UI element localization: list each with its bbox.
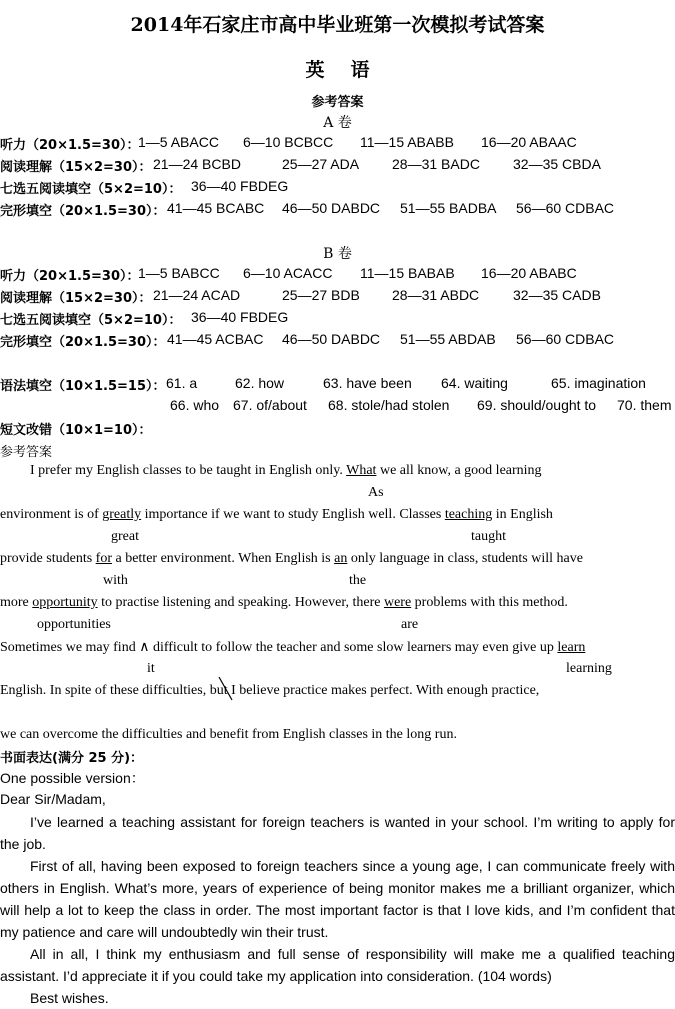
- delete-mark-icon: [216, 674, 236, 704]
- error-word: for: [95, 551, 112, 566]
- vol-b-reading-row: [0, 287, 601, 306]
- row-label: 阅读理解（15×2=30）：: [0, 291, 152, 306]
- text: we all know, a good learning: [376, 463, 542, 478]
- answer-group: 36—40 FBDEG: [191, 178, 289, 194]
- answer-group: 1—5 BABCC: [138, 265, 220, 281]
- answer-item: 64. waiting: [441, 375, 508, 391]
- text: problems with this method.: [411, 595, 568, 610]
- error-word: opportunity: [32, 595, 98, 610]
- answer-group: 32—35 CBDA: [513, 156, 601, 172]
- letter-paragraph-3: All in all, I think my enthusiasm and full sense of responsibility will make me a qualified teaching assistant. I’d appreciate it if you could take my application into consideration. (104 words): [0, 946, 675, 984]
- letter-body: [0, 811, 675, 1009]
- answer-group: 51—55 ABDAB: [400, 331, 496, 347]
- vol-a-cloze-row: [0, 200, 615, 219]
- text: provide students: [0, 551, 96, 566]
- correction-fix: with: [103, 573, 128, 588]
- answer-item: 61. a: [166, 375, 198, 391]
- error-word: were: [383, 595, 412, 610]
- text: a better environment. When English is: [111, 551, 335, 566]
- answer-item: 63. have been: [323, 375, 412, 391]
- answer-item: 66. who: [170, 397, 220, 413]
- answer-group: 21—24 BCBD: [153, 156, 241, 172]
- row-label: 书面表达(满分 25 分)：: [0, 751, 144, 766]
- correction-line-7: we can overcome the difficulties and benefit from English classes in the long run.: [0, 727, 457, 742]
- grammar-fill-row: [0, 375, 646, 394]
- row-label: 完形填空（20×1.5=30）：: [0, 204, 166, 219]
- answer-group: 28—31 ABDC: [392, 287, 480, 303]
- correction-fix: the: [349, 573, 367, 588]
- correction-line-1: [30, 463, 542, 479]
- volume-b-label: B 卷: [323, 246, 352, 262]
- correction-fix: great: [111, 529, 139, 544]
- text: more: [0, 595, 33, 610]
- text: to practise listening and speaking. However, there: [97, 595, 384, 610]
- text: only language in class, students will have: [347, 551, 583, 566]
- answer-group: 46—50 DABDC: [282, 200, 381, 216]
- answer-item: 67. of/about: [233, 397, 307, 413]
- answer-group: 41—45 ACBAC: [167, 331, 264, 347]
- row-label: 阅读理解（15×2=30）：: [0, 160, 152, 175]
- answer-group: 32—35 CADB: [513, 287, 601, 303]
- vol-a-seven-choose-five-row: [0, 178, 289, 197]
- correction-line-4: [0, 595, 568, 611]
- correction-line-2: [0, 507, 553, 523]
- answer-group: 6—10 ACACC: [243, 265, 333, 281]
- answer-group: 28—31 BADC: [392, 156, 480, 172]
- vol-b-seven-choose-five-row: [0, 309, 289, 328]
- error-word: greatly: [102, 507, 142, 522]
- text: environment is of: [0, 507, 103, 522]
- text: I prefer my English classes to be taught in English only.: [30, 463, 347, 478]
- letter-greeting: Dear Sir/Madam,: [0, 791, 106, 807]
- error-word: What: [346, 463, 377, 478]
- correction-line-3: [0, 551, 583, 567]
- answer-item: 62. how: [235, 375, 285, 391]
- vol-b-listening-row: [0, 265, 577, 284]
- writing-version-label: One possible version：: [0, 770, 145, 786]
- answer-group: 11—15 BABAB: [360, 265, 455, 281]
- answer-group: 46—50 DABDC: [282, 331, 381, 347]
- correction-fix: As: [368, 485, 384, 500]
- answer-group: 1—5 ABACC: [138, 134, 219, 150]
- text: in English: [492, 507, 553, 522]
- error-word: teaching: [444, 507, 493, 522]
- correction-fix: are: [401, 617, 419, 632]
- answer-group: 11—15 ABABB: [360, 134, 454, 150]
- answer-group: 25—27 ADA: [282, 156, 360, 172]
- correction-reference-label: 参考答案: [0, 445, 53, 460]
- row-label: 七选五阅读填空（5×2=10）：: [0, 313, 182, 328]
- error-word: learn: [557, 640, 586, 655]
- letter-closing: Best wishes.: [30, 990, 109, 1006]
- page-title: 2014年石家庄市高中毕业班第一次模拟考试答案: [130, 14, 545, 36]
- row-label: 语法填空（10×1.5=15）：: [0, 379, 166, 394]
- answer-group: 36—40 FBDEG: [191, 309, 289, 325]
- answer-group: 51—55 BADBA: [400, 200, 497, 216]
- answer-group: 6—10 BCBCC: [243, 134, 334, 150]
- row-label: 听力（20×1.5=30）：: [0, 138, 140, 153]
- row-label: 完形填空（20×1.5=30）：: [0, 335, 166, 350]
- row-label: 短文改错（10×1=10）：: [0, 423, 152, 438]
- answer-group: 41—45 BCABC: [167, 200, 265, 216]
- correction-line-5: [0, 639, 585, 656]
- subject-heading: 英语: [305, 59, 396, 81]
- error-word: an: [334, 551, 348, 566]
- correction-fix: taught: [471, 529, 506, 544]
- answer-group: 16—20 ABABC: [481, 265, 577, 281]
- reference-answer-heading: 参考答案: [311, 95, 364, 110]
- row-label: 听力（20×1.5=30）：: [0, 269, 140, 284]
- correction-fix: opportunities: [37, 617, 111, 632]
- correction-fix: learning: [566, 661, 612, 676]
- vol-b-cloze-row: [0, 331, 615, 350]
- answer-group: 56—60 CDBAC: [516, 331, 615, 347]
- answer-group: 16—20 ABAAC: [481, 134, 577, 150]
- volume-a-label: A 卷: [323, 115, 352, 131]
- answer-item: 70. them: [617, 397, 672, 413]
- correction-line-6: English. In spite of these difficulties, but I believe practice makes perfect. With enough practice,: [0, 683, 540, 698]
- letter-paragraph-2: First of all, having been exposed to foreign teachers since a young age, I can communicate freely with others in English. What’s more, years of experience of being monitor makes me a brilliant organizer, which will help a lot to keep the class in order. The most important factor is that I love kids, and I’m confident that my patience and care will undoubtedly win their trust.: [0, 858, 675, 940]
- answer-item: 65. imagination: [551, 375, 646, 391]
- text: Sometimes we may find ∧ difficult to follow the teacher and some slow learners may even give up: [0, 640, 558, 655]
- writing-section-label: [0, 747, 143, 766]
- row-label: 七选五阅读填空（5×2=10）：: [0, 182, 182, 197]
- answer-group: 56—60 CDBAC: [516, 200, 615, 216]
- answer-group: 21—24 ACAD: [153, 287, 241, 303]
- answer-item: 69. should/ought to: [477, 397, 597, 413]
- vol-a-reading-row: [0, 156, 601, 175]
- answer-item: 68. stole/had stolen: [328, 397, 450, 413]
- error-correction-label: [0, 419, 152, 438]
- correction-fix: it: [147, 661, 155, 676]
- letter-paragraph-1: I’ve learned a teaching assistant for foreign teachers is wanted in your school. I’m writing to apply for the job.: [0, 814, 675, 852]
- answer-group: 25—27 BDB: [282, 287, 360, 303]
- text: importance if we want to study English well. Classes: [141, 507, 445, 522]
- vol-a-listening-row: [0, 134, 577, 153]
